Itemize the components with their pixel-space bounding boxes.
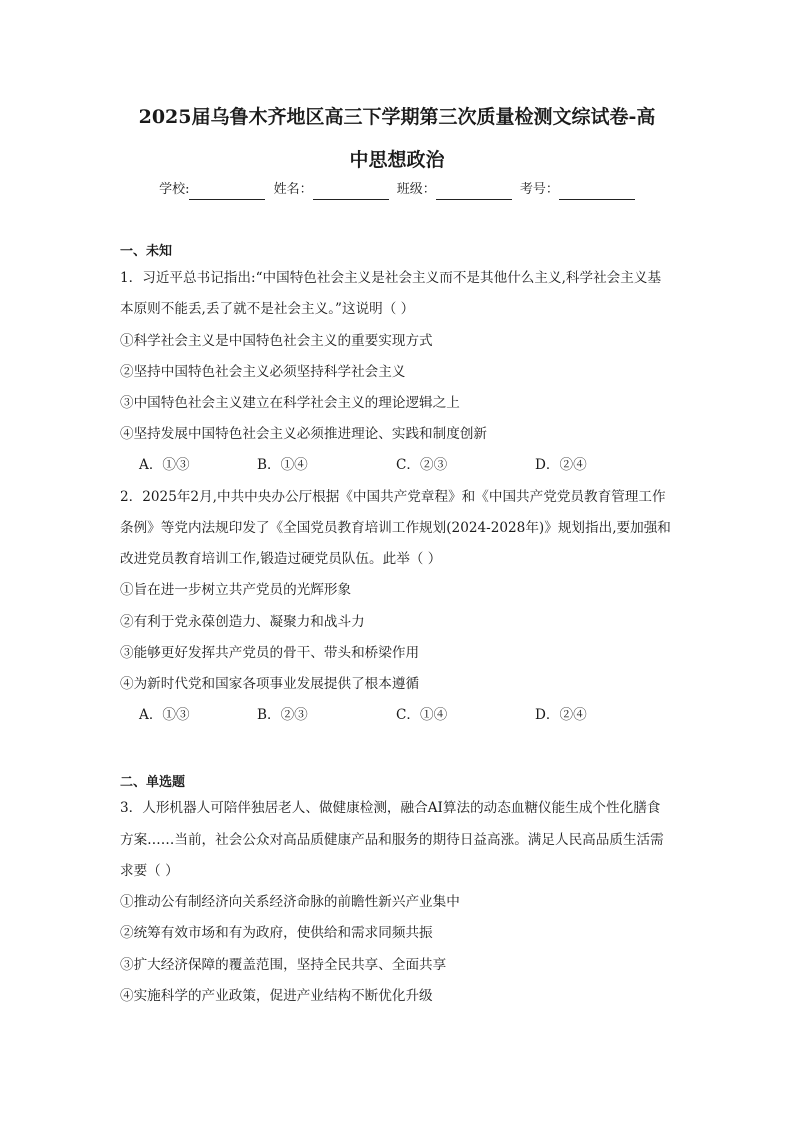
question-2-statement-3: ③能够更好发挥共产党员的骨干、带头和桥梁作用 — [120, 645, 420, 661]
class-label: 班级： — [396, 182, 436, 197]
exam-title-line-2: 中思想政治 — [349, 149, 445, 171]
section-heading-unknown: 一、未知 — [120, 244, 173, 259]
question-1-statement-3: ③中国特色社会主义建立在科学社会主义的理论逻辑之上 — [120, 395, 460, 411]
question-3-statement-1: ①推动公有制经济向关系经济命脉的前瞻性新兴产业集中 — [120, 894, 460, 910]
question-2-stem-line-2: 条例》等党内法规印发了《全国党员教育培训工作规划(2024-2028年)》规划指出,要加强和 — [120, 520, 671, 536]
question-1-statement-2: ②坚持中国特色社会主义必须坚持科学社会主义 — [120, 364, 406, 380]
question-3-stem-line-2: 方案……当前，社会公众对高品质健康产品和服务的期待日益高涨。满足人民高品质生活需 — [120, 832, 664, 848]
question-2-option-c[interactable]: C．①④ — [396, 707, 448, 723]
exam-title-line-1: 2025届乌鲁木齐地区高三下学期第三次质量检测文综试卷-高 — [138, 106, 656, 128]
question-1-statement-1: ①科学社会主义是中国特色社会主义的重要实现方式 — [120, 333, 433, 349]
question-3-statement-2: ②统筹有效市场和有为政府，使供给和需求同频共振 — [120, 925, 433, 941]
student-info-row — [0, 180, 794, 200]
question-3-stem-line-1: 3．人形机器人可陪伴独居老人、做健康检测，融合AI算法的动态血糖仪能生成个性化膳食 — [120, 800, 661, 816]
question-2-statement-4: ④为新时代党和国家各项事业发展提供了根本遵循 — [120, 676, 420, 692]
question-2-statement-1: ①旨在进一步树立共产党员的光辉形象 — [120, 582, 352, 598]
class-blank[interactable] — [436, 185, 512, 200]
question-1-stem-line-1: 1．习近平总书记指出:“中国特色社会主义是社会主义而不是其他什么主义,科学社会主义基 — [120, 270, 662, 286]
question-1-option-d[interactable]: D．②④ — [535, 457, 587, 473]
question-3-statement-3: ③扩大经济保障的覆盖范围，坚持全民共享、全面共享 — [120, 957, 447, 973]
question-2-statement-2: ②有利于党永葆创造力、凝聚力和战斗力 — [120, 614, 365, 630]
question-2-option-d[interactable]: D．②④ — [535, 707, 587, 723]
question-1-option-a[interactable]: A．①③ — [139, 457, 190, 473]
exam-number-blank[interactable] — [559, 185, 635, 200]
question-3-stem-line-3: 求要（ ） — [120, 863, 179, 879]
school-label: 学校: — [159, 182, 190, 197]
question-1-option-c[interactable]: C．②③ — [396, 457, 448, 473]
question-2-option-a[interactable]: A．①③ — [139, 707, 190, 723]
question-2-stem-line-1: 2．2025年2月,中共中央办公厅根据《中国共产党章程》和《中国共产党党员教育管理工作 — [120, 489, 666, 505]
question-1-statement-4: ④坚持发展中国特色社会主义必须推进理论、实践和制度创新 — [120, 426, 488, 442]
question-2-stem-line-3: 改进党员教育培训工作,锻造过硬党员队伍。此举（ ） — [120, 551, 442, 567]
question-1-stem-line-2: 本原则不能丢,丢了就不是社会主义。”这说明（ ） — [120, 301, 415, 317]
question-1-option-b[interactable]: B．①④ — [257, 457, 308, 473]
exam-number-label: 考号： — [519, 182, 559, 197]
name-label: 姓名： — [273, 182, 313, 197]
school-blank[interactable] — [189, 185, 265, 200]
question-2-option-b[interactable]: B．②③ — [257, 707, 308, 723]
name-blank[interactable] — [313, 185, 389, 200]
question-3-statement-4: ④实施科学的产业政策，促进产业结构不断优化升级 — [120, 988, 433, 1004]
section-heading-single-choice: 二、单选题 — [120, 775, 186, 790]
